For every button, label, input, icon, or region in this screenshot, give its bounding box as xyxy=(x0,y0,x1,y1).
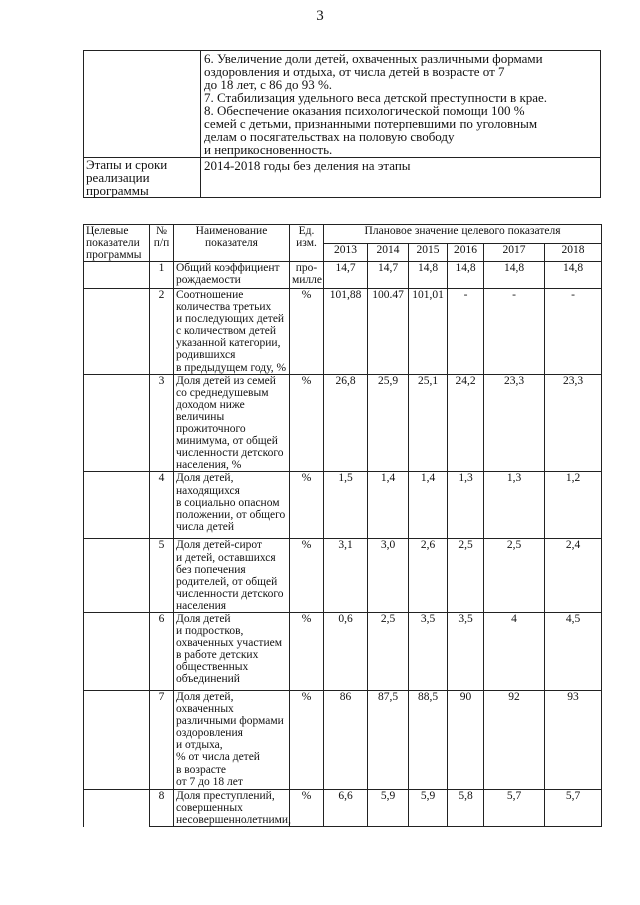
indicator-name-line: объединений xyxy=(176,673,240,686)
unit-line: % xyxy=(301,690,312,703)
value-cell: 86 xyxy=(324,690,368,789)
header-name xyxy=(174,225,290,262)
unit-cell xyxy=(290,539,324,613)
value-cell: 93 xyxy=(545,690,602,789)
value-cell: 88,5 xyxy=(409,690,448,789)
target-list-line: до 18 лет, с 86 до 93 %. xyxy=(204,77,333,92)
header-unit xyxy=(290,225,324,262)
side-blank-cell xyxy=(84,472,150,539)
target-list-line: делам о посягательствах на половую свободу xyxy=(204,129,455,144)
empty-label-cell xyxy=(84,51,201,158)
value-cell: 1,3 xyxy=(484,472,545,539)
value-cell: 6,6 xyxy=(324,789,368,826)
indicator-name-line: родившихся xyxy=(176,349,236,362)
indicator-name-line: находящихся xyxy=(176,484,240,497)
value-cell: - xyxy=(448,289,484,375)
row-number: 4 xyxy=(150,472,174,539)
indicator-name-line: в работе детских xyxy=(176,649,259,662)
value-cell: 2,4 xyxy=(545,539,602,613)
side-blank-cell xyxy=(84,690,150,789)
indicator-name-line: со среднедушевым xyxy=(176,386,269,399)
value-cell: 1,3 xyxy=(448,472,484,539)
indicator-name-line: Доля преступлений, xyxy=(176,789,275,802)
value-cell: 100.47 xyxy=(368,289,409,375)
indicator-name-line: и подростков, xyxy=(176,625,244,638)
unit-cell xyxy=(290,374,324,472)
side-blank-cell xyxy=(84,539,150,613)
indicator-name xyxy=(174,374,290,472)
value-cell: 2,5 xyxy=(448,539,484,613)
value-cell: 2,6 xyxy=(409,539,448,613)
header-plan: Плановое значение целевого показателя xyxy=(324,225,602,244)
value-cell: 5,7 xyxy=(484,789,545,826)
value-cell: 2,5 xyxy=(368,612,409,690)
indicator-name-line: Общий коэффициент xyxy=(176,262,280,274)
side-blank-cell xyxy=(84,612,150,690)
value-cell: 14,7 xyxy=(324,262,368,289)
value-cell: 3,5 xyxy=(448,612,484,690)
target-list-line: оздоровления и отдыха, от числа детей в возрасте от 7 xyxy=(204,64,505,79)
table-row xyxy=(84,612,602,690)
value-cell: 3,5 xyxy=(409,612,448,690)
row-number: 6 xyxy=(150,612,174,690)
unit-line: % xyxy=(301,472,312,485)
indicator-name-line: Доля детей, xyxy=(176,472,234,485)
header-number-line: № xyxy=(156,225,167,237)
indicator-name-line: общественных xyxy=(176,661,249,674)
indicator-name xyxy=(174,789,290,826)
value-cell: 101,01 xyxy=(409,289,448,375)
indicator-name xyxy=(174,539,290,613)
value-cell: 5,7 xyxy=(545,789,602,826)
indicator-name-line: Доля детей-сирот xyxy=(176,539,263,552)
table-row xyxy=(84,262,602,289)
value-cell: 3,0 xyxy=(368,539,409,613)
value-cell: 1,5 xyxy=(324,472,368,539)
stages-label-line: реализации xyxy=(86,170,150,185)
indicator-name-line: родителей, от общей xyxy=(176,575,278,588)
value-cell: 23,3 xyxy=(484,374,545,472)
indicator-name-line: указанной категории, xyxy=(176,337,281,350)
header-unit-line: изм. xyxy=(296,237,317,249)
row-number: 3 xyxy=(150,374,174,472)
targets-row xyxy=(84,51,601,158)
header-unit-line: Ед. xyxy=(298,225,315,237)
unit-cell xyxy=(290,789,324,826)
indicator-name-line: населения, % xyxy=(176,459,242,472)
value-cell: 5,9 xyxy=(409,789,448,826)
indicator-name xyxy=(174,262,290,289)
indicator-name-line: доходом ниже xyxy=(176,398,245,411)
value-cell: 14,7 xyxy=(368,262,409,289)
indicator-name-line: прожиточного xyxy=(176,423,246,436)
side-label-cell xyxy=(84,225,150,262)
value-cell: 24,2 xyxy=(448,374,484,472)
stages-label-cell xyxy=(84,158,201,198)
side-blank-cell xyxy=(84,374,150,472)
value-cell: 101,88 xyxy=(324,289,368,375)
indicator-name-line: % от числа детей xyxy=(176,751,260,764)
indicator-name-line: и детей, оставшихся xyxy=(176,551,276,564)
row-number: 1 xyxy=(150,262,174,289)
unit-line: милле xyxy=(292,274,323,286)
page-number: 3 xyxy=(316,8,324,24)
table-row xyxy=(84,472,602,539)
unit-line: % xyxy=(301,789,312,802)
row-number: 7 xyxy=(150,690,174,789)
header-name-line: показателя xyxy=(205,237,258,249)
value-cell: - xyxy=(545,289,602,375)
value-cell: 26,8 xyxy=(324,374,368,472)
indicator-name xyxy=(174,289,290,375)
stages-row xyxy=(84,158,601,198)
row-number: 2 xyxy=(150,289,174,375)
value-cell: 5,9 xyxy=(368,789,409,826)
side-blank-cell xyxy=(84,289,150,375)
side-blank-cell xyxy=(84,262,150,289)
indicator-name-line: без попечения xyxy=(176,563,246,576)
target-list-line: 8. Обеспечение оказания психологической помощи 100 % xyxy=(204,103,525,118)
unit-cell xyxy=(290,690,324,789)
indicator-name-line: величины xyxy=(176,410,225,423)
value-cell: 0,6 xyxy=(324,612,368,690)
value-cell: 23,3 xyxy=(545,374,602,472)
indicator-name-line: в социально опасном xyxy=(176,496,280,509)
indicator-name-line: Соотношение xyxy=(176,289,244,301)
unit-line: про- xyxy=(295,262,318,274)
indicator-name-line: количества третьих xyxy=(176,301,272,314)
header-year: 2013 xyxy=(324,243,368,262)
indicator-name-line: оздоровления xyxy=(176,727,243,740)
side-label-line: Целевые xyxy=(86,225,129,237)
value-cell: 90 xyxy=(448,690,484,789)
indicator-name xyxy=(174,472,290,539)
target-list-line: 6. Увеличение доли детей, охваченных различными формами xyxy=(204,51,543,66)
value-cell: 25,1 xyxy=(409,374,448,472)
indicator-name-line: охваченных xyxy=(176,703,234,716)
unit-line: % xyxy=(301,374,312,387)
indicator-name-line: с количеством детей xyxy=(176,325,277,338)
indicator-name-line: в предыдущем году, % xyxy=(176,361,287,374)
indicator-name-line: населения xyxy=(176,599,227,612)
value-cell: 5,8 xyxy=(448,789,484,826)
indicator-name-line: положении, от общего xyxy=(176,508,286,521)
target-indicators-table xyxy=(83,224,602,827)
indicator-name-line: Доля детей из семей xyxy=(176,374,276,387)
row-number: 5 xyxy=(150,539,174,613)
unit-cell xyxy=(290,472,324,539)
value-cell: 14,8 xyxy=(448,262,484,289)
target-list-line: и неприкосновенность. xyxy=(204,142,333,157)
table-row xyxy=(84,289,602,375)
header-year: 2015 xyxy=(409,243,448,262)
header-row-1 xyxy=(84,225,602,244)
indicator-name xyxy=(174,690,290,789)
target-list-cell xyxy=(201,51,601,158)
indicator-name-line: совершенных xyxy=(176,802,243,815)
value-cell: 4 xyxy=(484,612,545,690)
unit-line: % xyxy=(301,539,312,552)
value-cell: 14,8 xyxy=(484,262,545,289)
side-label-line: показатели xyxy=(86,237,140,249)
indicator-name-line: численности детского xyxy=(176,587,284,600)
indicator-name-line: числа детей xyxy=(176,520,234,533)
indicator-name-line: и последующих детей xyxy=(176,313,285,326)
value-cell: 4,5 xyxy=(545,612,602,690)
value-cell: 1,4 xyxy=(368,472,409,539)
header-name-line: Наименование xyxy=(195,225,268,237)
indicator-name-line: охваченных участием xyxy=(176,637,282,650)
indicator-name-line: Доля детей xyxy=(176,612,231,625)
side-blank-cell xyxy=(84,789,150,826)
header-year: 2014 xyxy=(368,243,409,262)
indicator-name-line: Доля детей, xyxy=(176,690,234,703)
value-cell: 14,8 xyxy=(409,262,448,289)
indicator-name-line: в возрасте xyxy=(176,763,227,776)
indicator-name-line: численности детского xyxy=(176,447,284,460)
indicator-name-line: рождаемости xyxy=(176,274,241,287)
value-cell: 14,8 xyxy=(545,262,602,289)
unit-line: % xyxy=(301,289,312,301)
side-label-line: программы xyxy=(86,249,142,261)
value-cell: 3,1 xyxy=(324,539,368,613)
unit-cell xyxy=(290,612,324,690)
value-cell: 1,4 xyxy=(409,472,448,539)
indicator-name-line: различными формами xyxy=(176,715,284,728)
unit-cell xyxy=(290,262,324,289)
header-year: 2017 xyxy=(484,243,545,262)
value-cell: - xyxy=(484,289,545,375)
header-year: 2016 xyxy=(448,243,484,262)
indicator-name xyxy=(174,612,290,690)
indicator-name-line: от 7 до 18 лет xyxy=(176,775,243,788)
table-row xyxy=(84,789,602,826)
value-cell: 92 xyxy=(484,690,545,789)
table-row xyxy=(84,374,602,472)
table-row xyxy=(84,690,602,789)
unit-line: % xyxy=(301,612,312,625)
indicator-name-line: несовершеннолетними, xyxy=(176,814,291,827)
indicator-name-line: и отдыха, xyxy=(176,739,223,752)
stages-label-line: Этапы и сроки xyxy=(86,157,168,172)
stages-value-cell: 2014-2018 годы без деления на этапы xyxy=(201,158,601,198)
unit-cell xyxy=(290,289,324,375)
value-cell: 87,5 xyxy=(368,690,409,789)
row-number: 8 xyxy=(150,789,174,826)
program-passport-table xyxy=(83,50,601,198)
header-number xyxy=(150,225,174,262)
stages-label-line: программы xyxy=(86,183,149,198)
target-list-line: 7. Стабилизация удельного веса детской преступности в крае. xyxy=(204,90,548,105)
value-cell: 1,2 xyxy=(545,472,602,539)
target-list-line: семей с детьми, признанными потерпевшими по уголовным xyxy=(204,116,538,131)
value-cell: 25,9 xyxy=(368,374,409,472)
value-cell: 2,5 xyxy=(484,539,545,613)
table-row xyxy=(84,539,602,613)
indicator-name-line: минимума, от общей xyxy=(176,435,278,448)
header-year: 2018 xyxy=(545,243,602,262)
header-number-line: п/п xyxy=(153,237,170,249)
